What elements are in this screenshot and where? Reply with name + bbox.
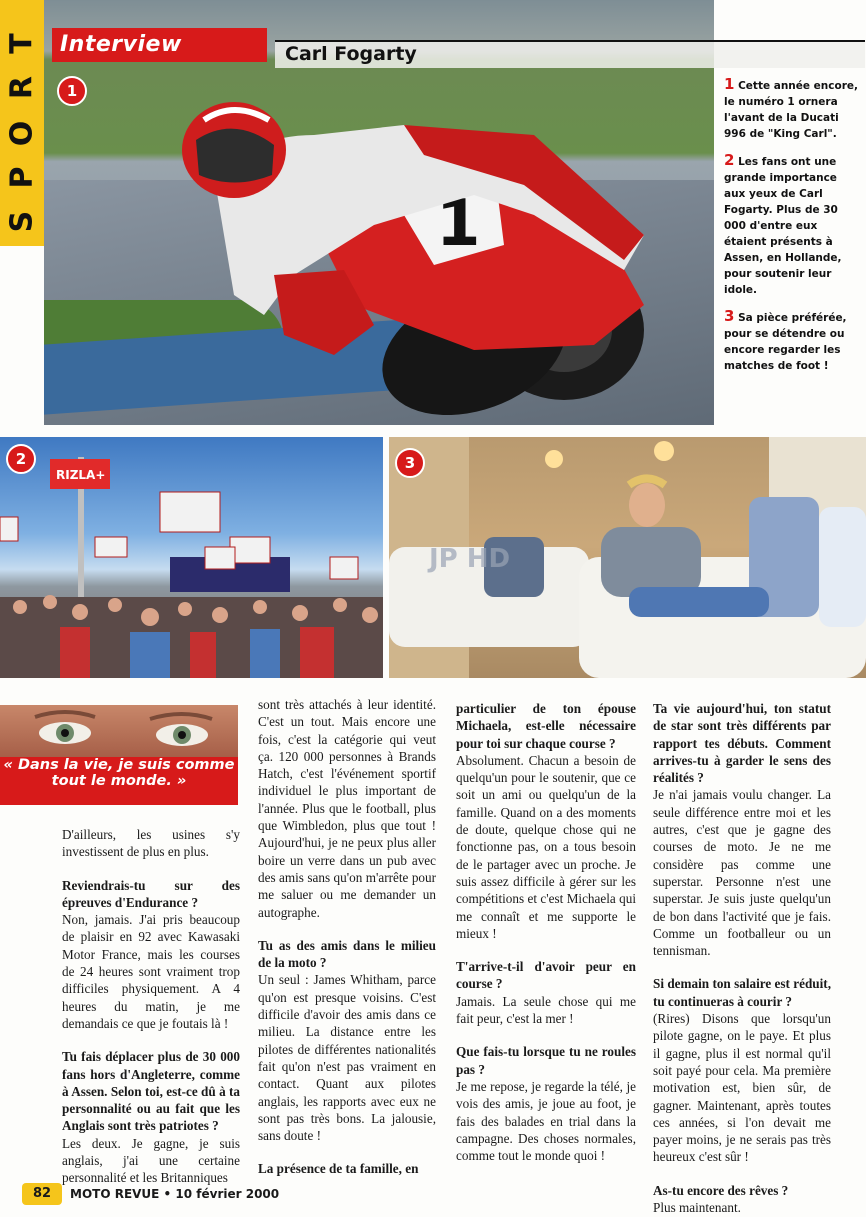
fans-photo xyxy=(0,437,383,678)
banner-sign: RIZLA+ xyxy=(56,468,106,482)
interview-answer: Jamais. La seule chose qui me fait peur, c'est la mer ! xyxy=(456,993,636,1027)
section-letter: O xyxy=(4,120,40,147)
caption-text: Cette année encore, le numéro 1 ornera l'avant de la Ducati 996 de "King Carl". xyxy=(724,80,858,140)
interview-question: As-tu encore des rêves ? xyxy=(653,1182,789,1198)
fans-illustration xyxy=(0,437,383,678)
interview-question: Reviendrais-tu sur des épreuves d'Endurance ? xyxy=(62,877,240,910)
caption-number: 3 xyxy=(724,307,735,325)
text-column-3 xyxy=(456,700,636,1164)
interview-answer: Non, jamais. J'ai pris beaucoup de plaisir en 92 avec Kawasaki Motor France, mais les courses de 24 heures sont vraiment trop difficiles physiquement. A 4 heures du matin, je me demandais ce que je foutais là ! xyxy=(62,912,240,1031)
interview-question: Tu fais déplacer plus de 30 000 fans hors d'Angleterre, comme à Assen. Selon toi, est-ce dû à ta personnalité ou au fait que les Anglais sont très patriotes ? xyxy=(62,1049,240,1134)
interview-answer: sont très attachés à leur identité. C'est un tout. Mais encore une fois, c'est la catégorie qui veut ça. 120 000 personnes à Brands Hatch, c'est l'événement sportif individuel le plus important de l'année. Plus que le football, plus que Wimbledon, plus que tout ! Aujourd'hui, je ne peux plus aller boire un verre dans un pub avec des amis sans qu'on m'arrête pour me saluer ou me demander un autographe. xyxy=(258,697,436,920)
interview-question: particulier de ton épouse Michaela, est-elle nécessaire pour toi sur chaque course ? xyxy=(456,701,636,751)
living-room-photo xyxy=(389,437,866,678)
interview-question: La présence de ta famille, en xyxy=(258,1161,419,1177)
section-bar xyxy=(0,0,44,246)
interview-question: Si demain ton salaire est réduit, tu continueras à courir ? xyxy=(653,976,831,1009)
caption-number: 1 xyxy=(724,75,735,93)
page-number: 82 xyxy=(22,1183,62,1205)
eyes-photo xyxy=(0,705,238,757)
eyes-illustration xyxy=(0,705,238,757)
photo-number-badge: 3 xyxy=(395,448,425,478)
caption-number: 2 xyxy=(724,151,735,169)
caption-2 xyxy=(724,152,858,298)
bike-number: 1 xyxy=(436,187,481,261)
caption-1 xyxy=(724,76,858,142)
caption-3 xyxy=(724,308,858,374)
section-letter: P xyxy=(4,166,40,189)
living-room-illustration xyxy=(389,437,866,678)
interview-answer: Je n'ai jamais voulu changer. La seule différence entre moi et les autres, c'est que je gagne des courses de moto. Je ne me considère pas comme une superstar. Personne n'est une superstar. Je suis juste quelqu'un de bon dans l'activité que je fais. Comme un footballeur ou un tennisman. xyxy=(653,787,831,959)
text-column-4 xyxy=(653,700,831,1216)
photo-number-badge: 1 xyxy=(57,76,87,106)
interview-answer: Les deux. Je gagne, je suis anglais, j'ai une certaine personnalité et les Britanniques xyxy=(62,1135,240,1186)
rubric-label: Interview xyxy=(52,28,267,62)
interview-answer: Plus maintenant. xyxy=(653,1200,741,1216)
interview-answer: Un seul : James Whitham, parce qu'on est presque voisins. C'est difficile d'avoir des amis dans ce milieu. La distance entre les pilotes de différentes nationalités fait qu'on n'est pas vraiment en contact. Quant aux pilotes anglais, les rapports avec eux ne sont pas très bons. La jalousie, sans doute ! xyxy=(258,972,436,1144)
interview-answer: (Rires) Disons que lorsqu'un pilote gagne, on le paye. Et plus il gagne, plus il est normal qu'il soit payé pour cela. Ma première motivation est, bien sûr, de gagner. Maintenant, après toutes ces années, si l'on devait me payer moins, je ne serais pas très heureux c'est sûr ! xyxy=(653,1011,831,1165)
photo-number-badge: 2 xyxy=(6,444,36,474)
interview-question: Que fais-tu lorsque tu ne roules pas ? xyxy=(456,1044,636,1077)
interview-question: Ta vie aujourd'hui, ton statut de star sont très différents par rapport tes débuts. Comment arrives-tu à garder le sens des réalités ? xyxy=(653,701,831,786)
interview-question: T'arrive-t-il d'avoir peur en course ? xyxy=(456,959,636,992)
magazine-issue: MOTO REVUE • 10 février 2000 xyxy=(70,1187,280,1201)
interview-answer: Absolument. Chacun a besoin de quelqu'un pour le soutenir, que ce soit un ami ou quelqu'un de la famille. Quand on a des moments de doute, quelque chose qui ne fonctionne pas, on a tous besoin de le partager avec un proche. Je suis assez difficile à gérer sur les compétitions et c'est Michaela qui me connaît et me supporte le mieux ! xyxy=(456,752,636,941)
rider-illustration xyxy=(174,95,694,415)
watermark: JP HD xyxy=(429,544,511,574)
text-column-2 xyxy=(258,696,436,1178)
paragraph: D'ailleurs, les usines s'y investissent de plus en plus. xyxy=(62,827,240,860)
photo-captions xyxy=(714,70,866,430)
text-column-1 xyxy=(62,826,240,1187)
interview-answer: Je me repose, je regarde la télé, je vois des amis, je joue au foot, je fais des balades en trial dans la campagne. Des choses normales, comme tout le monde quoi ! xyxy=(456,1078,636,1164)
interview-question: Tu as des amis dans le milieu de la moto ? xyxy=(258,937,436,971)
section-letter: R xyxy=(4,75,40,100)
caption-text: Sa pièce préférée, pour se détendre ou encore regarder les matches de foot ! xyxy=(724,312,847,372)
interview-subject-name: Carl Fogarty xyxy=(275,40,865,68)
section-letter: S xyxy=(4,210,40,233)
section-letter: T xyxy=(4,33,40,54)
caption-text: Les fans ont une grande importance aux yeux de Carl Fogarty. Plus de 30 000 d'entre eux étaient présents à Assen, en Hollande, pour soutenir leur idole. xyxy=(724,156,842,296)
pull-quote: « Dans la vie, je suis comme tout le monde. » xyxy=(0,757,238,805)
